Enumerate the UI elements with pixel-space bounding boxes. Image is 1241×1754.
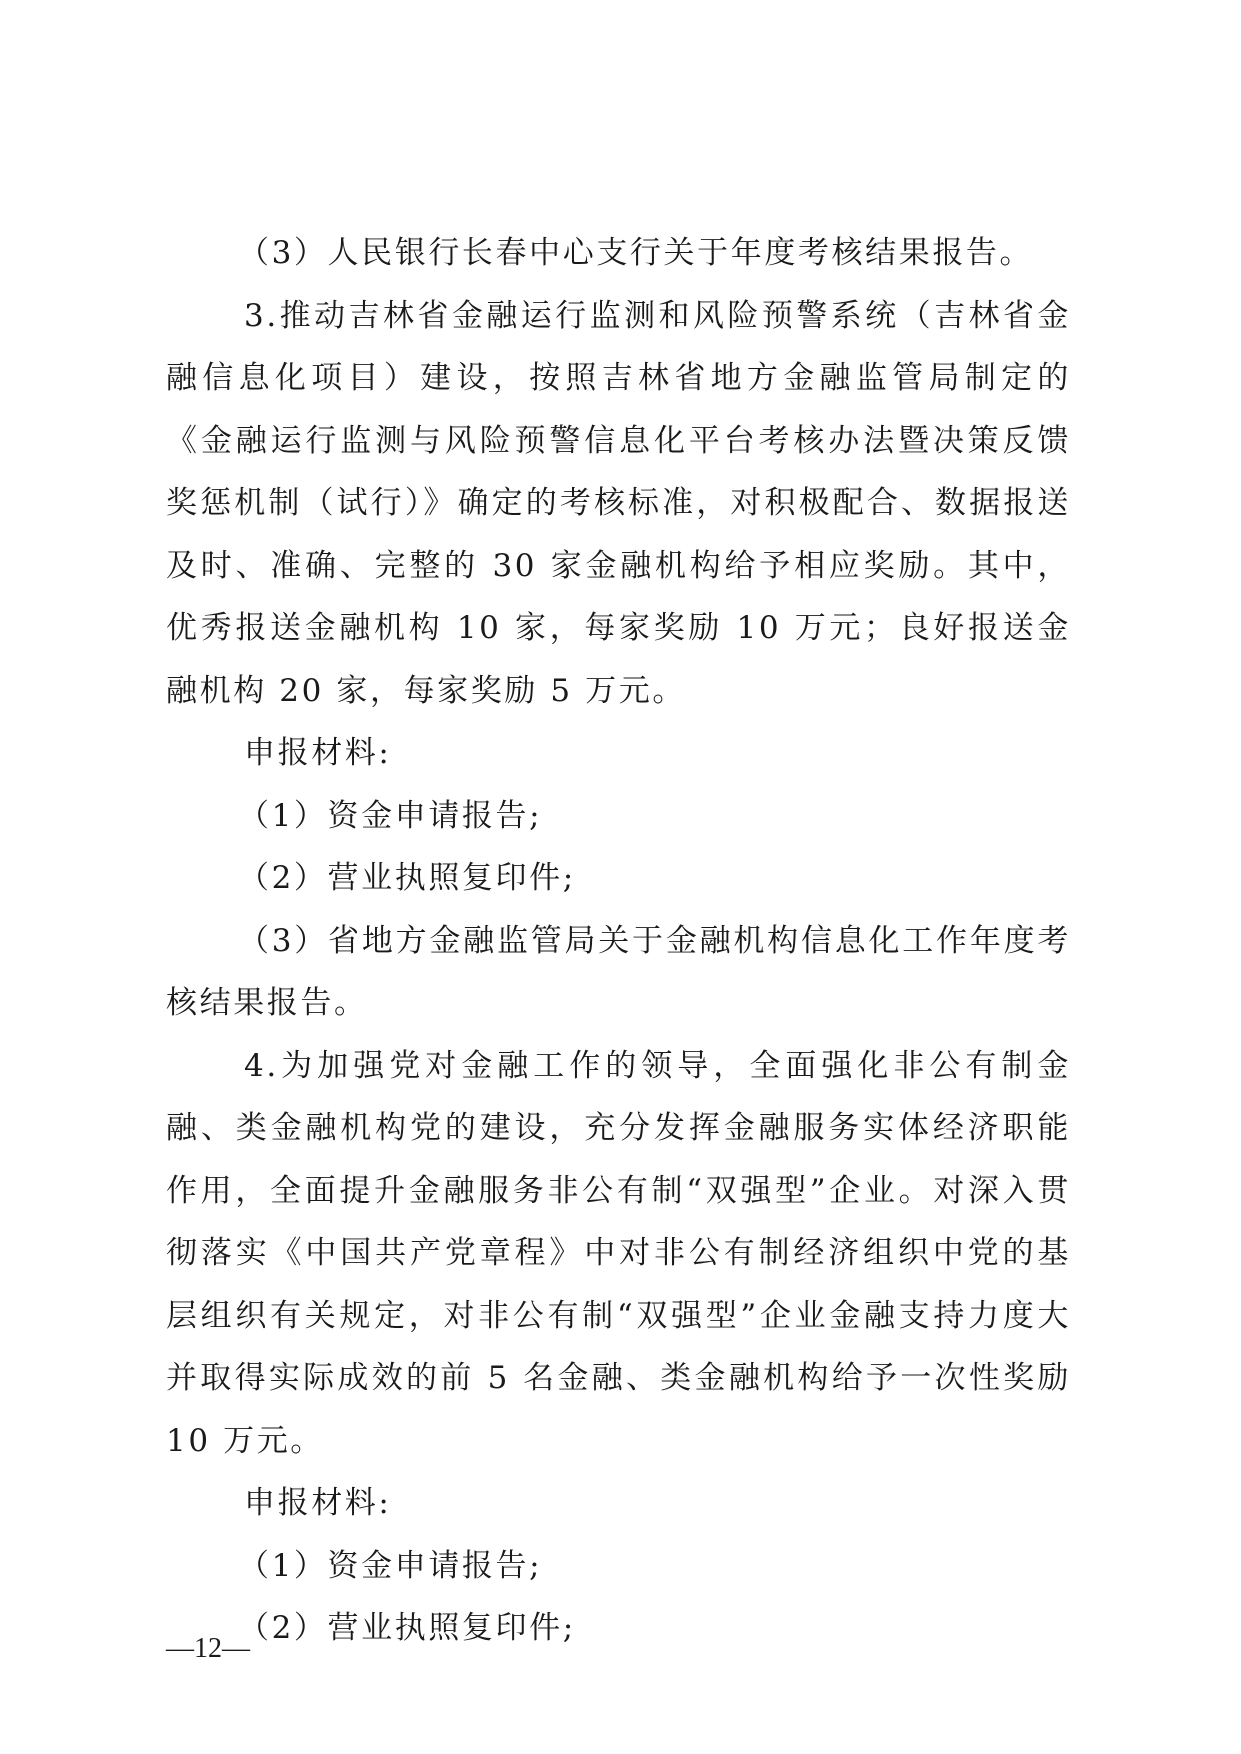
materials-heading: 申报材料: (244, 735, 392, 771)
list-item-application-report: （1）资金申请报告; (238, 1547, 543, 1584)
list-item-business-license: （2）营业执照复印件; (238, 860, 576, 896)
section-3-paragraph: 3.推动吉林省金融运行监测和风险预警系统（吉林省金融信息化项目）建设，按照吉林省地方金融监管局制定的《金融运行监测与风险预警信息化平台考核办法暨决策反馈奖惩机制（试行）》确定的考核标准，对积极配合、数据报送及时、准确、完整的 30 家金融机构给予相应奖励。其中，优秀报送金融机构 10 家，每家奖励 10 万元；良好报送金融机构 20 家，每家奖励 5 万元。 (166, 297, 1071, 709)
section-4-paragraph: 4.为加强党对金融工作的领导，全面强化非公有制金融、类金融机构党的建设，充分发挥金融服务实体经济职能作用，全面提升金融服务非公有制“双强型”企业。对深入贯彻落实《中国共产党章程》中对非公有制经济组织中党的基层组织有关规定，对非公有制“双强型”企业金融支持力度大并取得实际成效的前 5 名金融、类金融机构给予一次性奖励 10 万元。 (166, 1047, 1071, 1459)
page-number: —12— (166, 1633, 250, 1664)
list-item-report-3: （3）人民银行长春中心支行关于年度考核结果报告。 (238, 235, 1034, 271)
list-item-business-license: （2）营业执照复印件; (238, 1610, 576, 1646)
list-item-assessment-report: （3）省地方金融监管局关于金融机构信息化工作年度考核结果报告。 (166, 922, 1071, 1021)
list-item-application-report: （1）资金申请报告; (238, 797, 543, 834)
materials-heading: 申报材料: (244, 1485, 392, 1521)
document-body (166, 222, 1071, 1660)
